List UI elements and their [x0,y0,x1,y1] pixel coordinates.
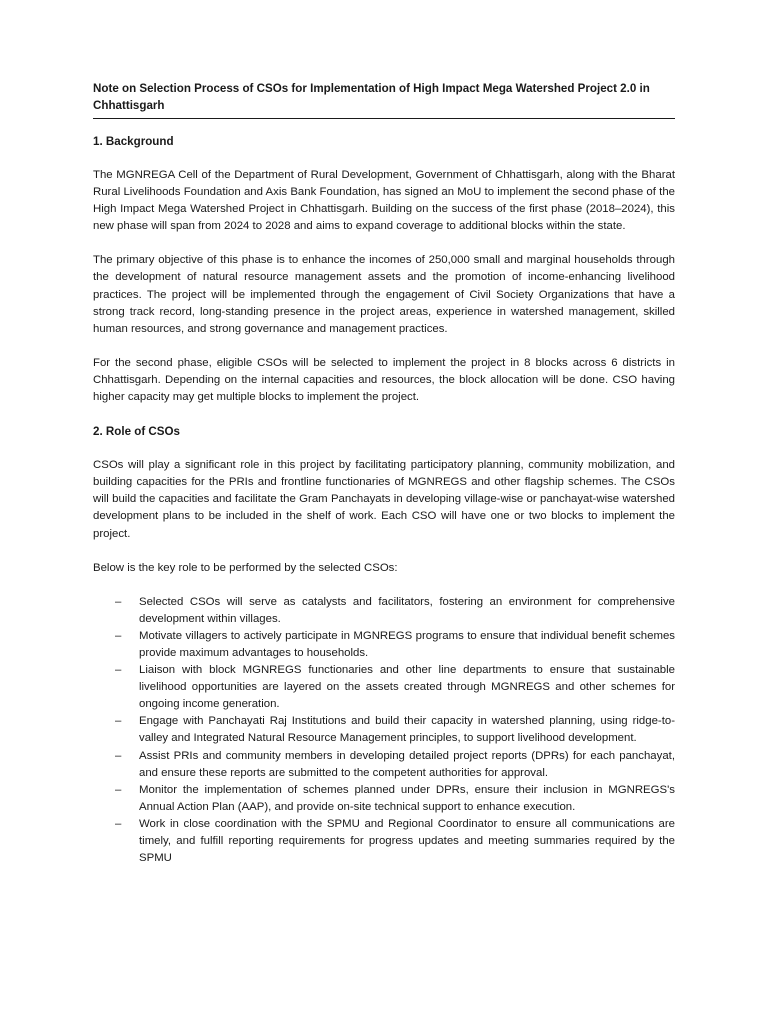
list-item [93,628,675,662]
background-section [93,133,675,406]
title-divider [93,118,675,119]
role-paragraph: CSOs will play a significant role in this project by facilitating participatory planning, community mobilization, and building capacities for the PRIs and frontline functionaries of MGNREGS and other flagship schemes. The CSOs will build the capacities and facilitate the Gram Panchayats in developing village-wise or panchayat-wise watershed development plans to be included in the shelf of work. Each CSO will have one or two blocks to implement the project. [93,459,675,540]
dash-bullet: – [115,664,122,677]
dash-bullet: – [115,715,122,728]
list-item-text: Liaison with block MGNREGS functionaries and other line departments to ensure that sustainable livelihood opportunities are layered on the assets created through MGNREGS and other schemes for ongoing income generation. [139,664,675,711]
background-paragraph-2: The primary objective of this phase is to enhance the incomes of 250,000 small and marginal households through the development of natural resource management assets and the promotion of income-enhancing livelihood practices. The project will be implemented through the engagement of Civil Society Organizations that have a strong track record, long-standing presence in the project areas, experience in watershed management, skilled human resources, and strong governance and management practices. [93,254,675,335]
background-heading: 1. Background [93,135,174,148]
list-item-text: Motivate villagers to actively participate in MGNREGS programs to ensure that individual benefit schemes provide maximum advantages to households. [139,629,675,659]
list-item-text: Monitor the implementation of schemes planned under DPRs, ensure their inclusion in MGNREGS's Annual Action Plan (AAP), and provide on-site technical support to enhance execution. [139,783,675,813]
list-item-text: Engage with Panchayati Raj Institutions and build their capacity in watershed planning, using ridge-to-valley and Integrated Natural Resource Management principles, to support livelihood development. [139,715,675,745]
role-heading: 2. Role of CSOs [93,425,180,439]
background-paragraph-1: The MGNREGA Cell of the Department of Rural Development, Government of Chhattisgarh, along with the Bharat Rural Livelihoods Foundation and Axis Bank Foundation, has signed an MoU to implement the second phase of the High Impact Mega Watershed Project in Chhattisgarh. Building on the success of the first phase (2018–2024), this new phase will span from 2024 to 2028 and aims to expand coverage to additional blocks within the state. [93,169,675,233]
dash-bullet: – [115,595,122,608]
role-section [93,423,675,867]
role-list [93,594,675,868]
role-list-intro: Below is the key role to be performed by the selected CSOs: [93,561,398,574]
list-item-text: Assist PRIs and community members in developing detailed project reports (DPRs) for each panchayat, and ensure these reports are submitted to the competent authorities for approval. [139,749,675,779]
background-paragraph-3: For the second phase, eligible CSOs will be selected to implement the project in 8 blocks across 6 districts in Chhattisgarh. Depending on the internal capacities and resources, the block allocation will be done. CSO having higher capacity may get multiple blocks to implement the project. [93,356,675,404]
dash-bullet: – [115,817,122,830]
list-item [93,782,675,816]
list-item [93,713,675,747]
document-page [93,80,675,867]
list-item [93,662,675,713]
list-item [93,748,675,782]
dash-bullet: – [115,749,122,762]
list-item [93,816,675,867]
list-item-text: Selected CSOs will serve as catalysts and facilitators, fostering an environment for comprehensive development within villages. [139,595,675,625]
list-item-text: Work in close coordination with the SPMU and Regional Coordinator to ensure all communications are timely, and fulfill reporting requirements for progress updates and meeting summaries required by the SPMU [139,817,675,865]
dash-bullet: – [115,629,122,642]
dash-bullet: – [115,783,122,796]
list-item [93,594,675,628]
document-title: Note on Selection Process of CSOs for Implementation of High Impact Mega Watershed Project 2.0 in Chhattisgarh [93,82,650,112]
